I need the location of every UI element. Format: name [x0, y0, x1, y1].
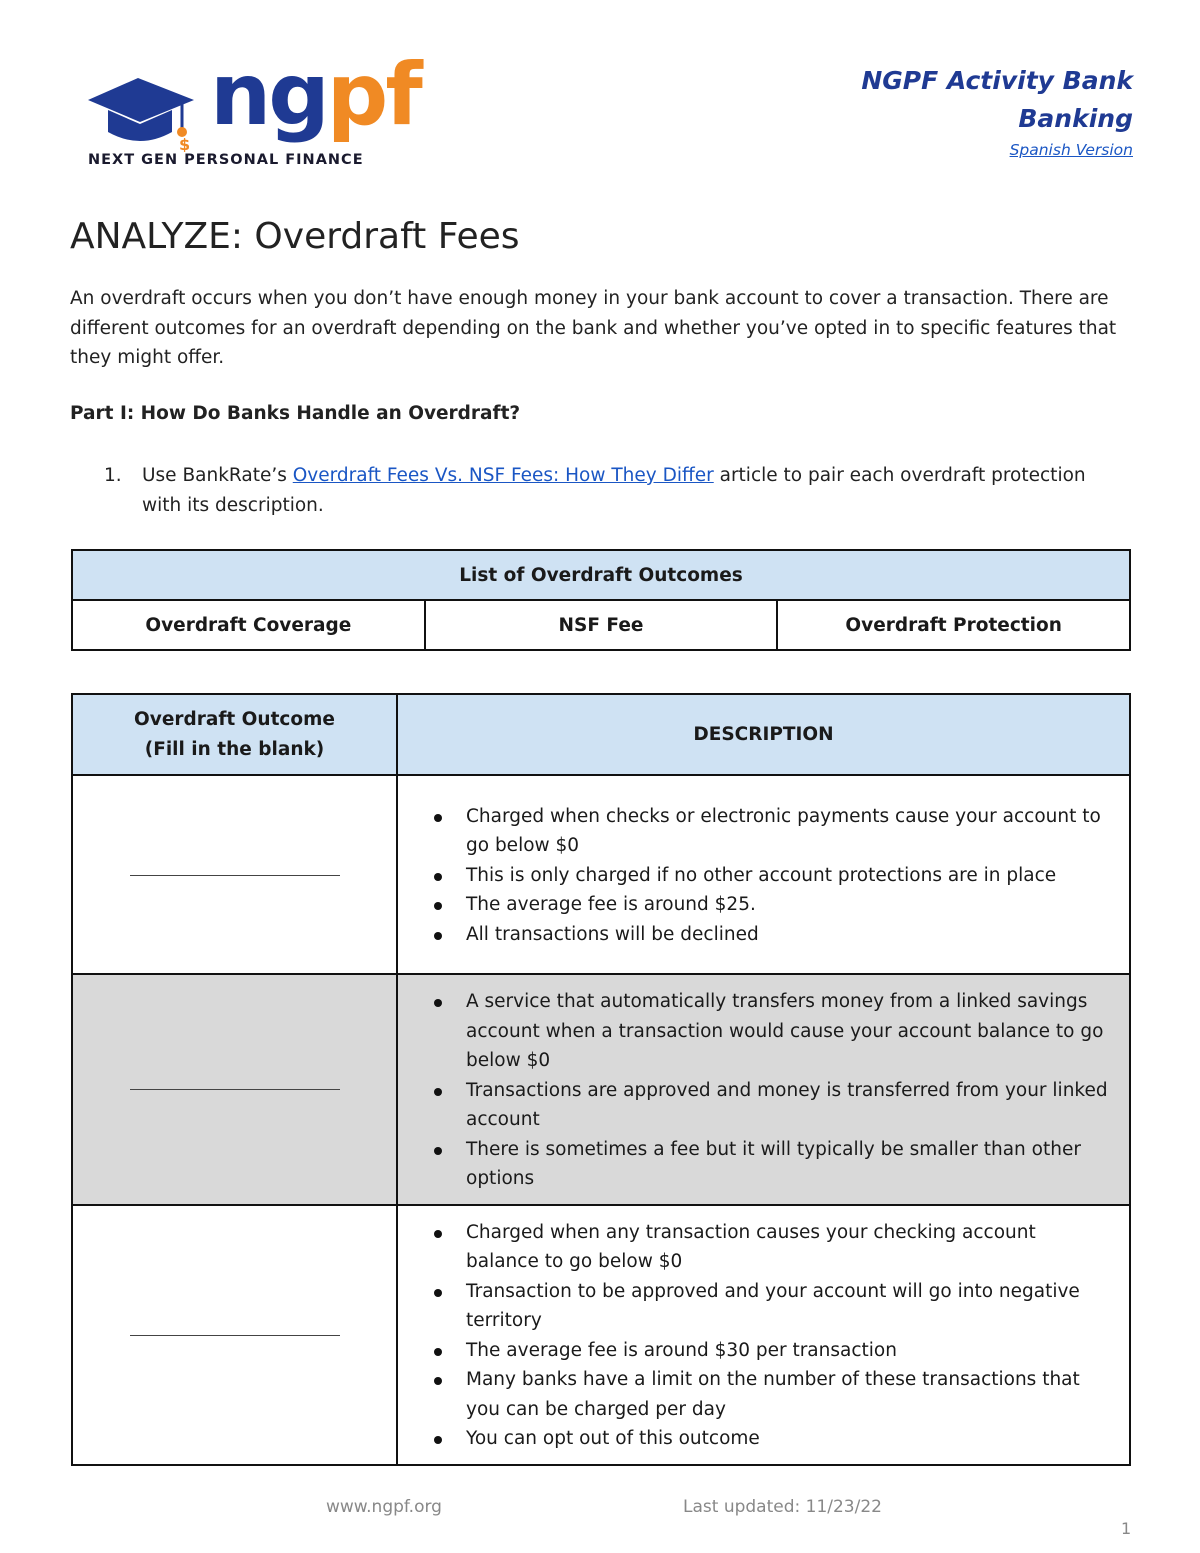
list-item: All transactions will be declined: [466, 920, 1109, 950]
table-row: [72, 775, 1130, 974]
page-number: 1: [1121, 1519, 1132, 1538]
outcome-column-subtitle: (Fill in the blank): [144, 738, 325, 760]
description-cell: [397, 1205, 1130, 1465]
description-cell: [397, 974, 1130, 1205]
table-row: [72, 1205, 1130, 1465]
list-item: A service that automatically transfers money from a linked savings account when a transaction would cause your account balance to go below $0: [466, 987, 1109, 1076]
blank-line: [130, 875, 340, 876]
outcome-item: NSF Fee: [425, 600, 778, 650]
outcomes-header-row: [72, 550, 1130, 600]
list-item: There is sometimes a fee but it will typically be smaller than other options: [466, 1135, 1109, 1194]
ngpf-logo: [86, 45, 420, 172]
page-title: ANALYZE: Overdraft Fees: [70, 216, 520, 257]
part1-heading: Part I: How Do Banks Handle an Overdraft?: [70, 403, 521, 424]
list-item: The average fee is around $30 per transaction: [466, 1336, 1109, 1366]
outcome-item: Overdraft Protection: [777, 600, 1130, 650]
description-list: [440, 1218, 1109, 1454]
outcome-item: Overdraft Coverage: [72, 600, 425, 650]
unit-label: Banking: [1018, 104, 1133, 133]
graduation-cap-icon: [86, 70, 196, 152]
list-item: This is only charged if no other account protections are in place: [466, 861, 1109, 891]
header-info: [861, 62, 1133, 162]
list-item: Charged when any transaction causes your checking account balance to go below $0: [466, 1218, 1109, 1277]
footer-last-updated: Last updated: 11/23/22: [683, 1497, 882, 1517]
outcomes-table: [71, 549, 1131, 651]
svg-text:$: $: [179, 135, 191, 152]
outcome-column-header: [72, 694, 397, 775]
logo-wordmark: ngpf: [210, 45, 420, 145]
outcomes-row: [72, 600, 1130, 650]
description-list: [440, 987, 1109, 1194]
list-item: Transactions are approved and money is transferred from your linked account: [466, 1076, 1109, 1135]
list-item: Charged when checks or electronic payments cause your account to go below $0: [466, 802, 1109, 861]
question-1: [104, 461, 1124, 521]
description-header-row: [72, 694, 1130, 775]
list-item: Transaction to be approved and your account will go into negative territory: [466, 1277, 1109, 1336]
description-column-header: DESCRIPTION: [397, 694, 1130, 775]
logo-tagline: NEXT GEN PERSONAL FINANCE: [88, 152, 364, 168]
outcomes-header: List of Overdraft Outcomes: [72, 550, 1130, 600]
table-row: [72, 974, 1130, 1205]
description-table: [71, 693, 1131, 1466]
spanish-version-link[interactable]: Spanish Version: [1009, 141, 1133, 159]
question-suffix: article to pair each overdraft protection with its description.: [142, 465, 1086, 516]
activity-bank-label: NGPF Activity Bank: [861, 66, 1133, 95]
fill-in-blank-3[interactable]: [72, 1205, 397, 1465]
list-item: You can opt out of this outcome: [466, 1424, 1109, 1454]
question-text: [142, 461, 1124, 521]
list-item: Many banks have a limit on the number of these transactions that you can be charged per day: [466, 1365, 1109, 1424]
description-cell: [397, 775, 1130, 974]
question-number: 1.: [104, 465, 122, 486]
fill-in-blank-2[interactable]: [72, 974, 397, 1205]
footer-website[interactable]: www.ngpf.org: [326, 1497, 442, 1517]
question-prefix: Use BankRate’s: [142, 465, 293, 486]
description-list: [440, 802, 1109, 950]
intro-paragraph: An overdraft occurs when you don’t have enough money in your bank account to cover a transaction. There are different outcomes for an overdraft depending on the bank and whether you’ve opted in to specific features that they might offer.: [70, 288, 1117, 368]
bankrate-article-link[interactable]: Overdraft Fees Vs. NSF Fees: How They Differ: [292, 465, 714, 486]
fill-in-blank-1[interactable]: [72, 775, 397, 974]
blank-line: [130, 1335, 340, 1336]
outcome-column-title: Overdraft Outcome: [134, 708, 335, 730]
list-item: The average fee is around $25.: [466, 890, 1109, 920]
blank-line: [130, 1089, 340, 1090]
